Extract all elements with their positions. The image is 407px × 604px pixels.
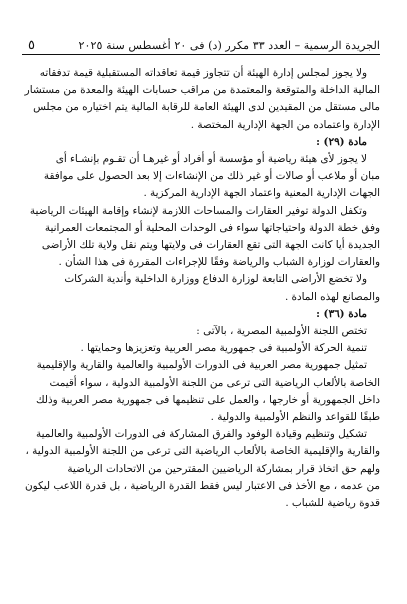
text-line: ولا يجوز لمجلس إدارة الهيئة أن تتجاوز قيمة تعاقداته المستقبلية قيمة تدفقاته bbox=[39, 67, 367, 79]
text-line: داخل الجمهورية أو خارجها ، والعمل على تنظيمها فى جمهورية مصر العربية وذلك bbox=[36, 393, 380, 406]
text-line: الإدارة واعتماده من الجهة الإدارية المختصة . bbox=[190, 118, 380, 131]
text-line: والعقارات لوزارة الشباب والرياضة وفقًا للإجراءات المقررة فى هذا الشأن . bbox=[58, 256, 380, 269]
page-number: ٥ bbox=[28, 38, 35, 53]
text-line: تمثيل جمهورية مصر العربية فى الدورات الأولمبية والعالمية والقارية والإقليمية bbox=[36, 359, 367, 372]
text-line: قدوة رياضية للشباب . bbox=[285, 497, 380, 510]
text-line: المالية الداخلة والمتوقعة والمعتمدة من مراقب حسابات الهيئة والمعدة من مستشار bbox=[24, 84, 380, 97]
text-line: مبان أو ملاعب أو صالات أو غير ذلك من الإنشاءات إلا بعد الحصول على موافقة bbox=[43, 170, 380, 183]
text-line: ولهم حق اتخاذ قرار بمشاركة الرياضيين المقترحين من الاتحادات الرياضية bbox=[67, 462, 380, 475]
article-heading-29: مادة (٢٩) : bbox=[316, 135, 367, 148]
text-line: الجديدة أيا كانت الجهة التى تقع العقارات فى ولايتها ويتم نقل ولاية تلك الأراضى bbox=[41, 239, 380, 252]
text-line: والمصانع لهذه المادة . bbox=[284, 290, 380, 303]
text-line: وفق خطة الدولة واحتياجاتها سواء فى الوحدات المحلية أو المجتمعات العمرانية bbox=[44, 221, 380, 234]
text-line: لا يجوز لأى هيئة رياضية أو مؤسسة أو أفراد أو غيرهـا أن تقـوم بإنشـاء أى bbox=[55, 153, 367, 166]
text-line: الجهات الإدارية المعنية واعتماد الجهة الإدارية المركزية . bbox=[143, 187, 380, 200]
text-line: وتكفل الدولة توفير العقارات والمساحات اللازمة لإنشاء وإقامة الهيئات الرياضية bbox=[29, 204, 367, 217]
text-line: من عدمه ، مع الأخذ فى الاعتبار ليس فقط القدرة الرياضية ، بل قدرة اللاعب ليكون bbox=[25, 479, 380, 492]
text-line: ولا تخضع الأراضى التابعة لوزارة الدفاع ووزارة الداخلية وأندية الشركات bbox=[64, 273, 367, 286]
page-header bbox=[22, 36, 380, 55]
text-line: تشكيل وتنظيم وقيادة الوفود والفرق المشاركة فى الدورات الأولمبية والعالمية bbox=[36, 428, 367, 441]
text-line: مالى مستقل من المقيدين لدى الهيئة العامة للرقابة المالية يتم اختياره من مجلس bbox=[33, 101, 380, 114]
header-title: الجريدة الرسمية – العدد ٣٣ مكرر (د) فى ٢٠ أغسطس سنة ٢٠٢٥ bbox=[78, 39, 380, 52]
text-line: تنمية الحركة الأولمبية فى جمهورية مصر العربية وتعزيزها وحمايتها . bbox=[80, 342, 367, 355]
text-line: تختص اللجنة الأولمبية المصرية ، بالآتى : bbox=[196, 325, 367, 338]
page-body bbox=[22, 65, 380, 512]
text-line: الخاصة بالألعاب الرياضية التى ترعى من اللجنة الأولمبية الدولية ، سواء أقيمت bbox=[49, 376, 380, 389]
text-line: طبقًا للقواعد والنظم الأولمبية والدولية . bbox=[210, 411, 380, 424]
article-heading-36: مادة (٣٦) : bbox=[316, 307, 367, 320]
text-line: والقارية والإقليمية الخاصة بالألعاب الرياضية التى ترعى من اللجنة الأولمبية الدولية ، bbox=[25, 445, 380, 458]
